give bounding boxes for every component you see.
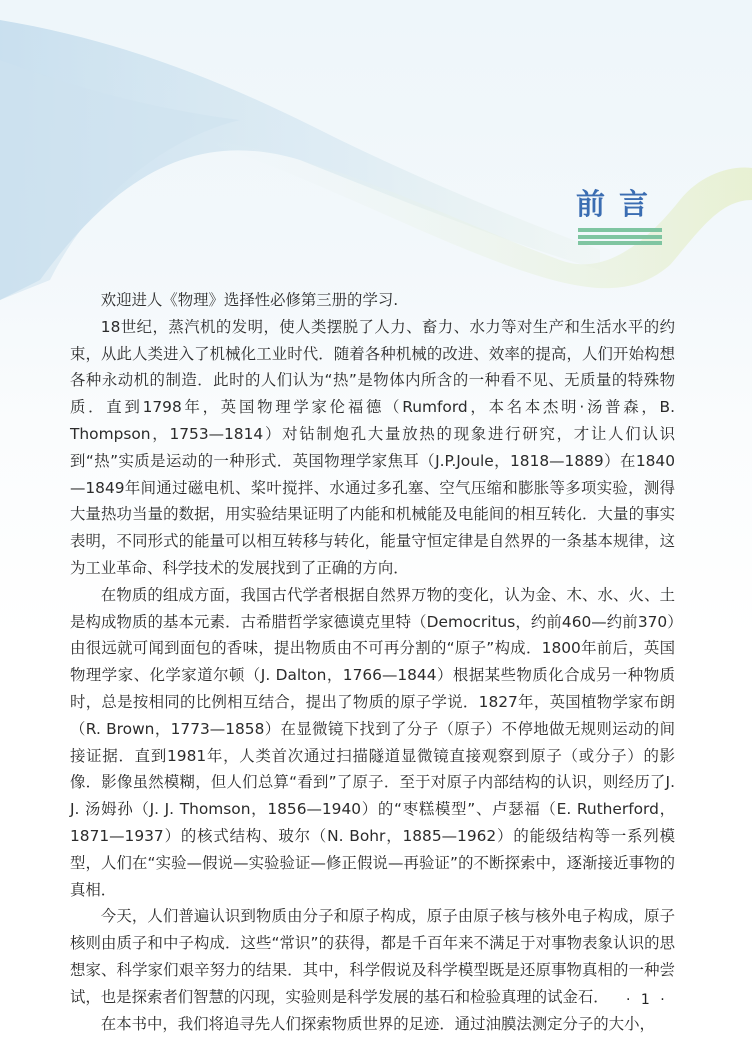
page-number: · 1 · bbox=[626, 992, 668, 1008]
accent-bar bbox=[578, 235, 662, 239]
decorative-wave-graphic bbox=[0, 0, 752, 300]
paragraph-energy-history: 18世纪，蒸汽机的发明，使人类摆脱了人力、畜力、水力等对生产和生活水平的约束，从此人类进入了机械化工业时代．随着各种机械的改进、效率的提高，人们开始构想各种永动机的制造．此时的人们认为“热”是物体内所含的一种看不见、无质量的特殊物质．直到1798年，英国物理学家伦福德（Rumford，本名本杰明·汤普森，B. Thompson，1753—1814）对钻制炮孔大量放热的现象进行研究，才让人们认识到“热”实质是运动的一种形式．英国物理学家焦耳（J.P.Joule，1818—1889）在1840—1849年间通过磁电机、桨叶搅拌、水通过多孔塞、空气压缩和膨胀等多项实验，测得大量热功当量的数据，用实验结果证明了内能和机械能及电能间的相互转化．大量的事实表明，不同形式的能量可以相互转移与转化，能量守恒定律是自然界的一条基本规律，这为工业革命、科学技术的发展找到了正确的方向． bbox=[70, 317, 675, 577]
paragraph-welcome: 欢迎进人《物理》选择性必修第三册的学习. bbox=[100, 291, 399, 309]
paragraph-book-intro: 在本书中，我们将追寻先人们探索物质世界的足迹．通过油膜法测定分子的大小， bbox=[100, 1014, 655, 1033]
title-accent-bars bbox=[578, 228, 662, 248]
paragraph-matter-composition: 在物质的组成方面，我国古代学者根据自然界万物的变化，认为金、木、水、火、土是构成物质的基本元素．古希腊哲学家德谟克里特（Democritus，约前460—约前370）由很远就可闻到面包的香味，提出物质由不可再分割的“原子”构成．1800年前后，英国物理学家、化学家道尔顿（J. Dalton，1766—1844）根据某些物质化合成另一种物质时，总是按相同的比例相互结合，提出了物质的原子学说．1827年，英国植物学家布朗（R. Brown，1773—1858）在显微镜下找到了分子（原子）不停地做无规则运动的间接证据．直到1981年，人类首次通过扫描隧道显微镜直接观察到原子（或分子）的影像．影像虽然模糊，但人们总算“看到”了原子．至于对原子内部结构的认识，则经历了J. J. 汤姆孙（J. J. Thomson，1856—1940）的“枣糕模型”、卢瑟福（E. Rutherford，1871—1937）的核式结构、玻尔（N. Bohr，1885—1962）的能级结构等一系列模型，人们在“实验—假说—实验验证—修正假说—再验证”的不断探索中，逐渐接近事物的真相． bbox=[70, 585, 675, 899]
accent-bar bbox=[578, 241, 662, 245]
page-title: 前言 bbox=[576, 187, 663, 221]
preface-body bbox=[70, 287, 675, 1037]
paragraph-modern-understanding: 今天，人们普遍认识到物质由分子和原子构成，原子由原子核与核外电子构成，原子核则由质子和中子构成．这些“常识”的获得，都是千百年来不满足于对事物表象认识的思想家、科学家们艰辛努力的结果．其中，科学假说及科学模型既是还原事物真相的一种尝试，也是探索者们智慧的闪现，实验则是科学发展的基石和检验真理的试金石． bbox=[70, 907, 675, 1006]
accent-bar bbox=[578, 228, 662, 232]
